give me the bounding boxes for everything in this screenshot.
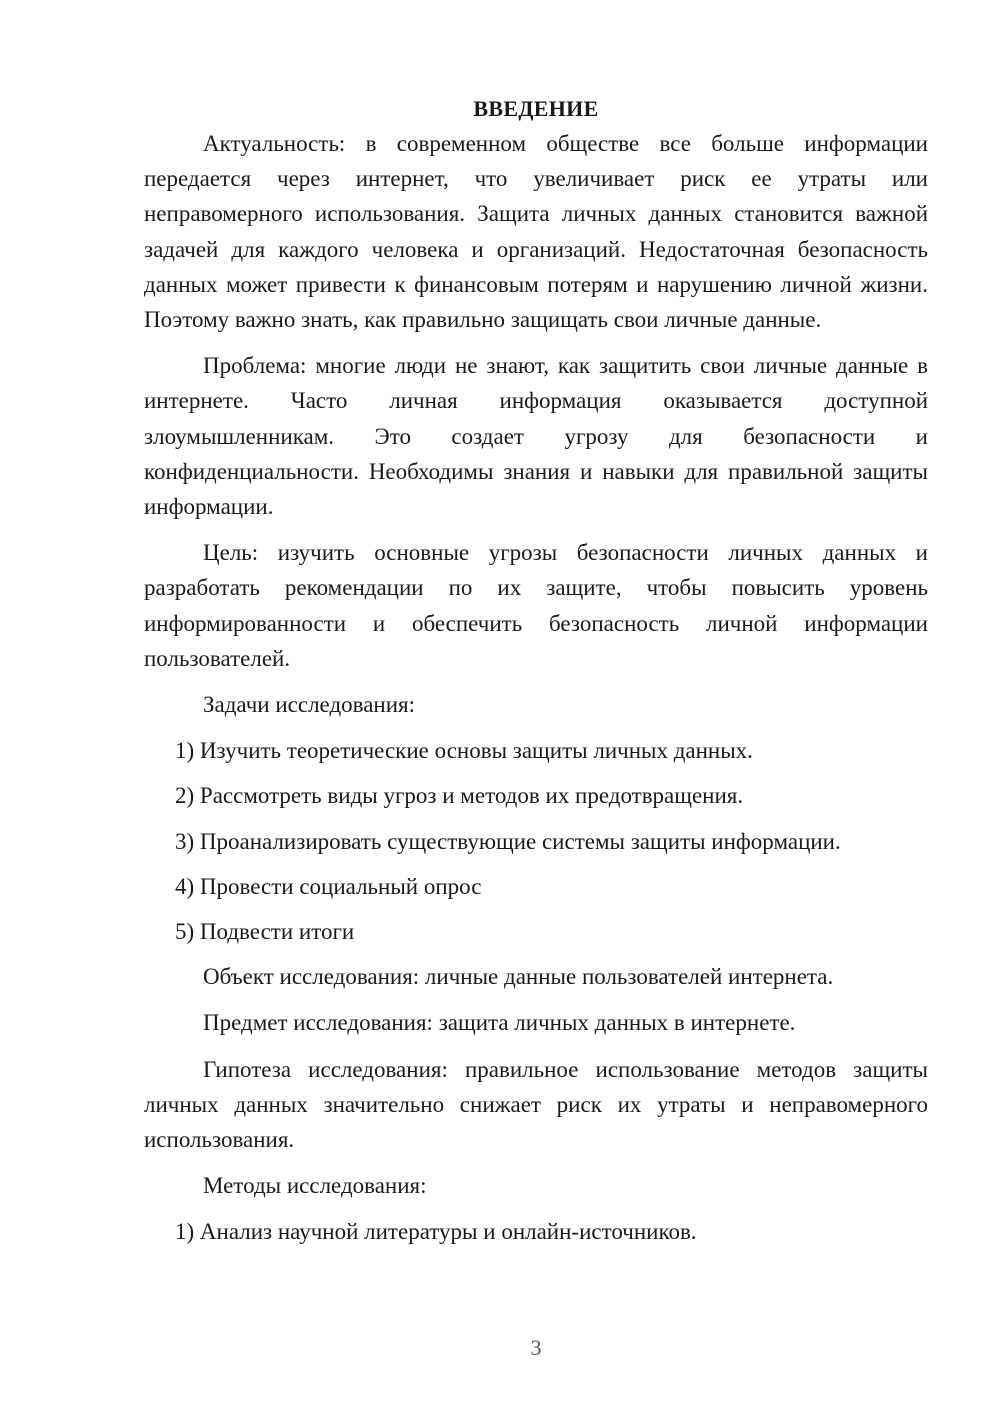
tasks-heading: Задачи исследования:: [203, 692, 416, 718]
subject-paragraph: Предмет исследования: защита личных данных в интернете.: [203, 1010, 796, 1036]
task-item: 1) Изучить теоретические основы защиты личных данных.: [175, 738, 753, 764]
task-item: 2) Рассмотреть виды угроз и методов их предотвращения.: [175, 783, 744, 809]
methods-heading: Методы исследования:: [203, 1173, 427, 1199]
task-item: 5) Подвести итоги: [175, 919, 355, 945]
goal-paragraph: Цель: изучить основные угрозы безопасности личных данных и разработать рекомендации по их защите, чтобы повысить уровень информированности и обеспечить безопасность личной информации пользователей.: [144, 540, 928, 671]
relevance-paragraph: Актуальность: в современном обществе все больше информации передается через интернет, что увеличивает риск ее утраты или неправомерного использования. Защита личных данных становится важной задачей для каждого человека и организаций. Недостаточная безопасность данных может привести к финансовым потерям и нарушению личной жизни. Поэтому важно знать, как правильно защищать свои личные данные.: [144, 131, 928, 333]
hypothesis-paragraph: Гипотеза исследования: правильное использование методов защиты личных данных значительно снижает риск их утраты и неправомерного использования.: [144, 1056, 928, 1153]
object-paragraph: Объект исследования: личные данные пользователей интернета.: [203, 964, 834, 990]
task-item: 3) Проанализировать существующие системы защиты информации.: [175, 828, 841, 854]
page-content: [144, 92, 928, 1260]
problem-paragraph: Проблема: многие люди не знают, как защитить свои личные данные в интернете. Часто личная информация оказывается доступной злоумышленникам. Это создает угрозу для безопасности и конфиденциальности. Необходимы знания и навыки для правильной защиты информации.: [144, 353, 928, 520]
method-item: 1) Анализ научной литературы и онлайн-источников.: [175, 1219, 697, 1245]
page-number: 3: [530, 1335, 542, 1360]
page-title: ВВЕДЕНИЕ: [473, 96, 599, 121]
task-item: 4) Провести социальный опрос: [175, 873, 482, 899]
